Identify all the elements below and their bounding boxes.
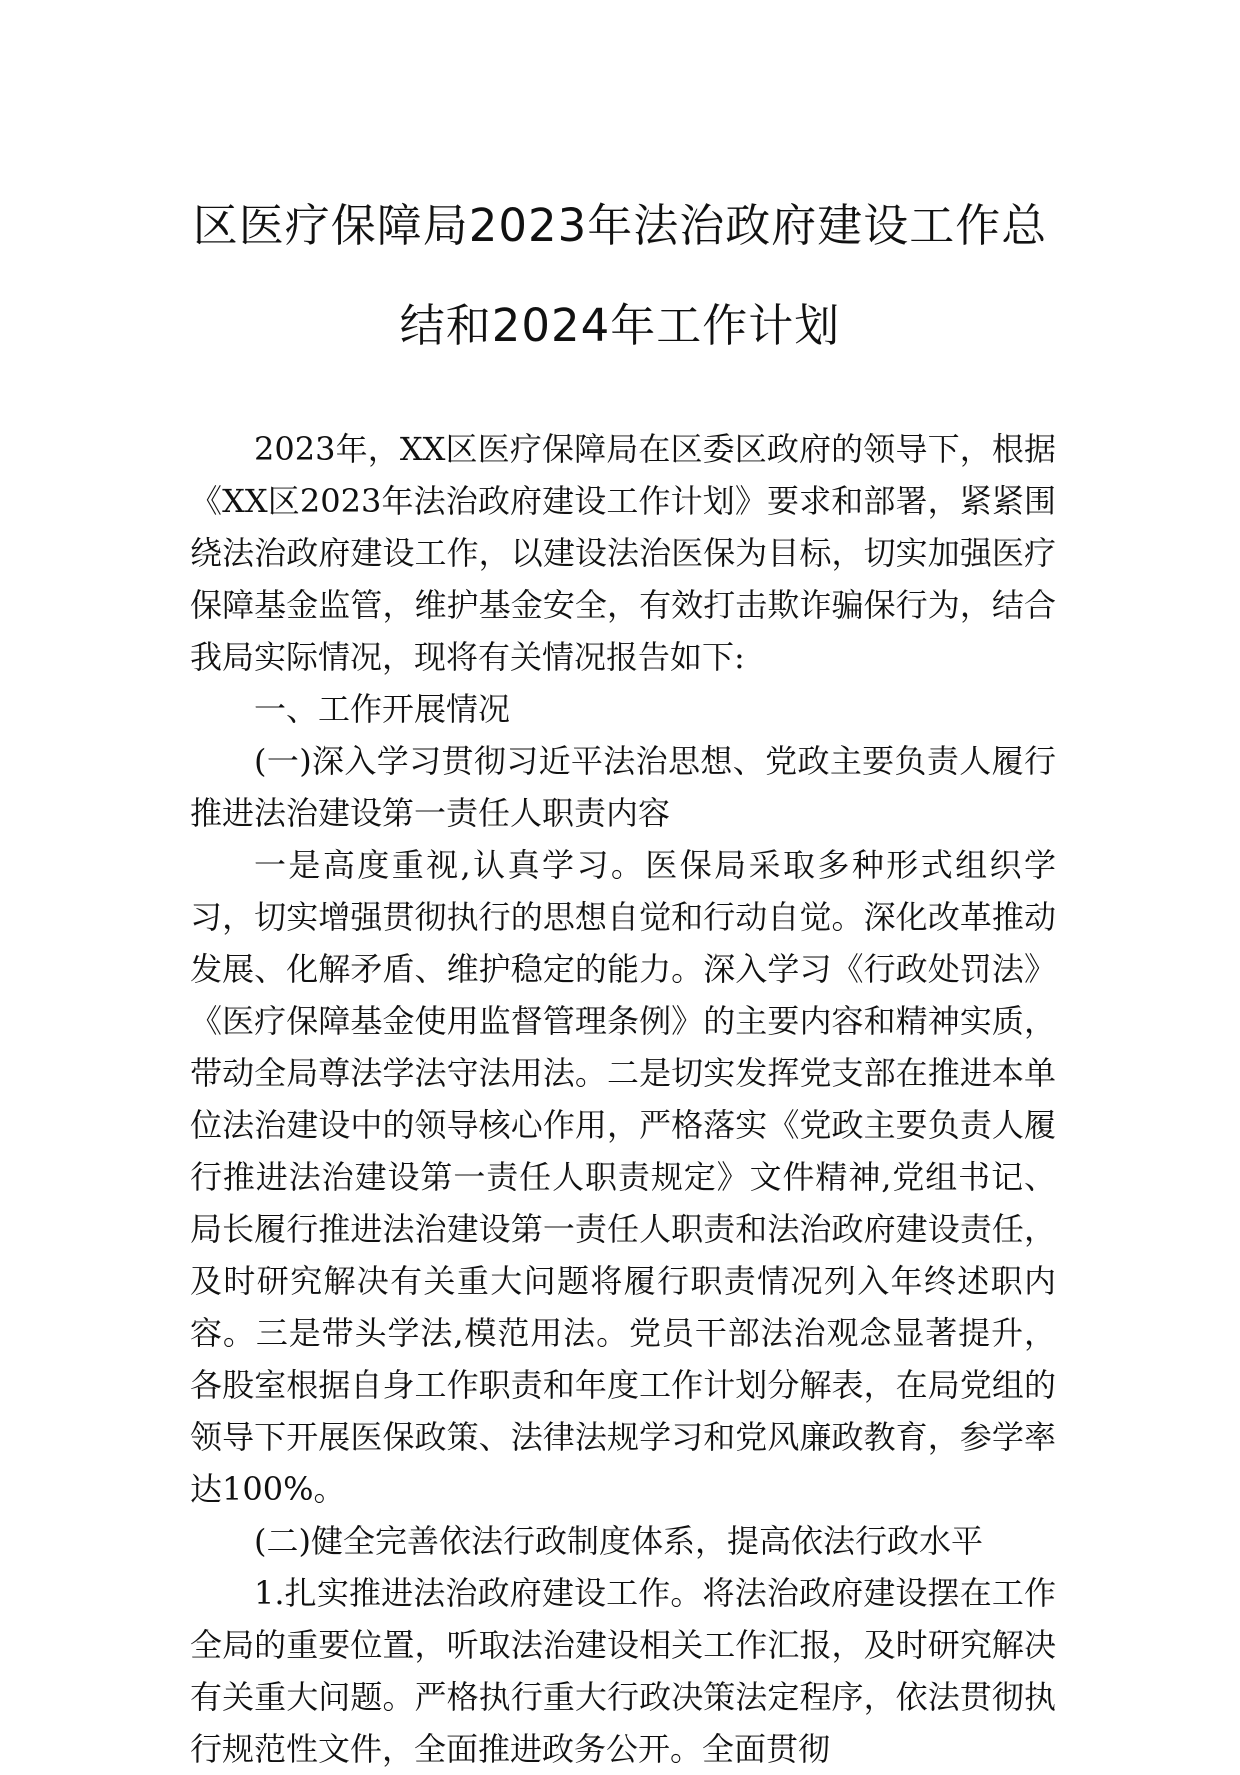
document-body: [190, 423, 1056, 1775]
subsection-heading-2: (二)健全完善依法行政制度体系，提高依法行政水平: [254, 1522, 983, 1560]
title-line-1: 区医疗保障局2023年法治政府建设工作总: [192, 199, 1048, 252]
section-heading-1: 一、工作开展情况: [254, 690, 511, 728]
intro-paragraph: 2023年，XX区医疗保障局在区委区政府的领导下，根据《XX区2023年法治政府建设工作计划》要求和部署，紧紧围绕法治政府建设工作，以建设法治医保为目标，切实加强医疗保障基金监管，维护基金安全，有效打击欺诈骗保行为，结合我局实际情况，现将有关情况报告如下:: [190, 430, 1056, 676]
title-line-2: 结和2024年工作计划: [399, 299, 841, 352]
body-paragraph-2: 1.扎实推进法治政府建设工作。将法治政府建设摆在工作全局的重要位置，听取法治建设相关工作汇报，及时研究解决有关重大问题。严格执行重大行政决策法定程序，依法贯彻执行规范性文件，全面推进政务公开。全面贯彻: [190, 1574, 1056, 1768]
subsection-heading-1: (一)深入学习贯彻习近平法治思想、党政主要负责人履行推进法治建设第一责任人职责内容: [190, 742, 1056, 832]
document-title: [150, 176, 1090, 376]
body-paragraph: 一是高度重视,认真学习。医保局采取多种形式组织学习，切实增强贯彻执行的思想自觉和行动自觉。深化改革推动发展、化解矛盾、维护稳定的能力。深入学习《行政处罚法》《医疗保障基金使用监督管理条例》的主要内容和精神实质，带动全局尊法学法守法用法。二是切实发挥党支部在推进本单位法治建设中的领导核心作用，严格落实《党政主要负责人履行推进法治建设第一责任人职责规定》文件精神,党组书记、局长履行推进法治建设第一责任人职责和法治政府建设责任，及时研究解决有关重大问题将履行职责情况列入年终述职内容。三是带头学法,模范用法。党员干部法治观念显著提升，各股室根据自身工作职责和年度工作计划分解表，在局党组的领导下开展医保政策、法律法规学习和党风廉政教育，参学率达100%。: [190, 846, 1056, 1508]
